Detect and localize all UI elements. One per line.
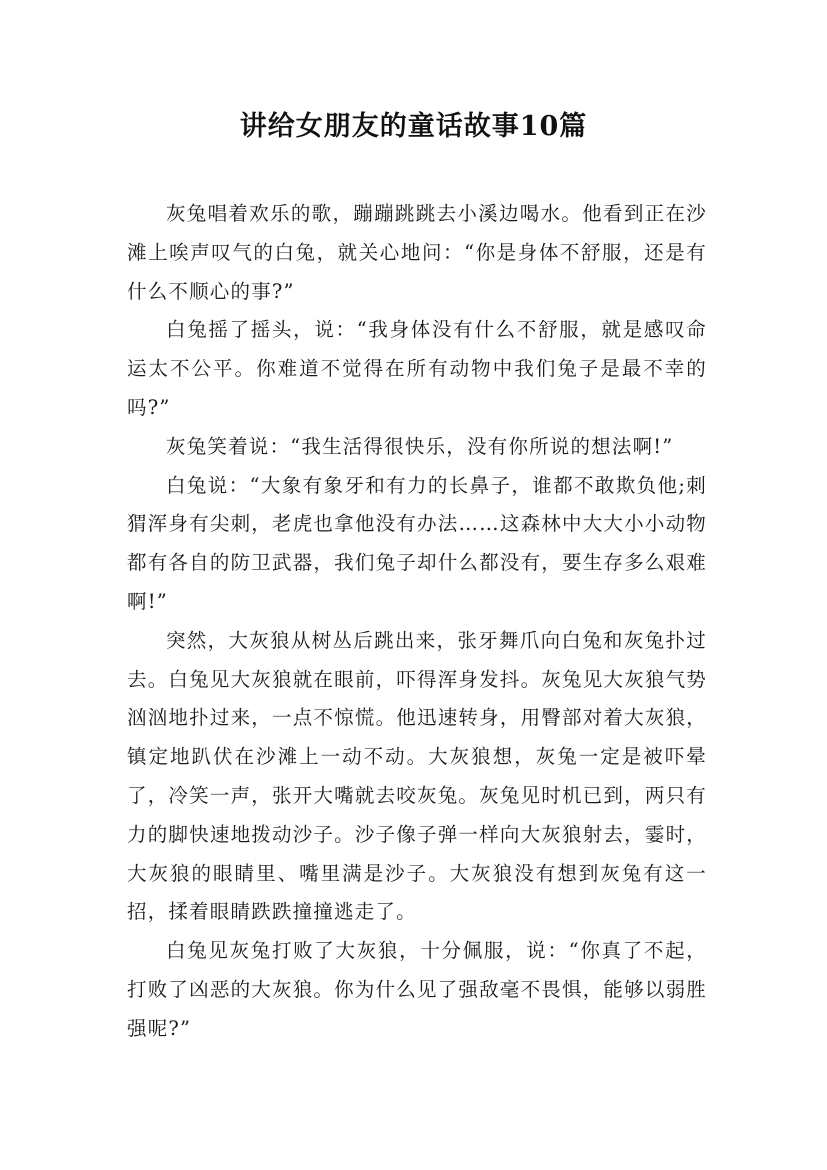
paragraph-2: 白兔摇了摇头，说：“我身体没有什么不舒服，就是感叹命运太不公平。你难道不觉得在所有动物中我们兔子是最不幸的吗?” <box>127 318 707 419</box>
paragraph-6: 白兔见灰兔打败了大灰狼，十分佩服，说：“你真了不起，打败了凶恶的大灰狼。你为什么见了强敌毫不畏惧，能够以弱胜强呢?” <box>127 939 707 1040</box>
paragraph-4: 白兔说：“大象有象牙和有力的长鼻子，谁都不敢欺负他;刺猬浑身有尖刺，老虎也拿他没有办法……这森林中大大小小动物都有各自的防卫武器，我们兔子却什么都没有，要生存多么艰难啊!” <box>127 473 707 613</box>
paragraph-5: 突然，大灰狼从树丛后跳出来，张牙舞爪向白兔和灰兔扑过去。白兔见大灰狼就在眼前，吓得浑身发抖。灰兔见大灰狼气势汹汹地扑过来，一点不惊慌。他迅速转身，用臀部对着大灰狼，镇定地趴伏在沙滩上一动不动。大灰狼想，灰兔一定是被吓晕了，冷笑一声，张开大嘴就去咬灰兔。灰兔见时机已到，两只有力的脚快速地拨动沙子。沙子像子弹一样向大灰狼射去，霎时，大灰狼的眼睛里、嘴里满是沙子。大灰狼没有想到灰兔有这一招，揉着眼睛跌跌撞撞逃走了。 <box>127 628 707 924</box>
document-body <box>127 195 707 1049</box>
document-title: 讲给女朋友的童话故事10篇 <box>239 111 588 142</box>
paragraph-3: 灰兔笑着说：“我生活得很快乐，没有你所说的想法啊!” <box>166 434 674 458</box>
paragraph-1: 灰兔唱着欢乐的歌，蹦蹦跳跳去小溪边喝水。他看到正在沙滩上唉声叹气的白兔，就关心地问：“你是身体不舒服，还是有什么不顺心的事?” <box>127 202 707 303</box>
